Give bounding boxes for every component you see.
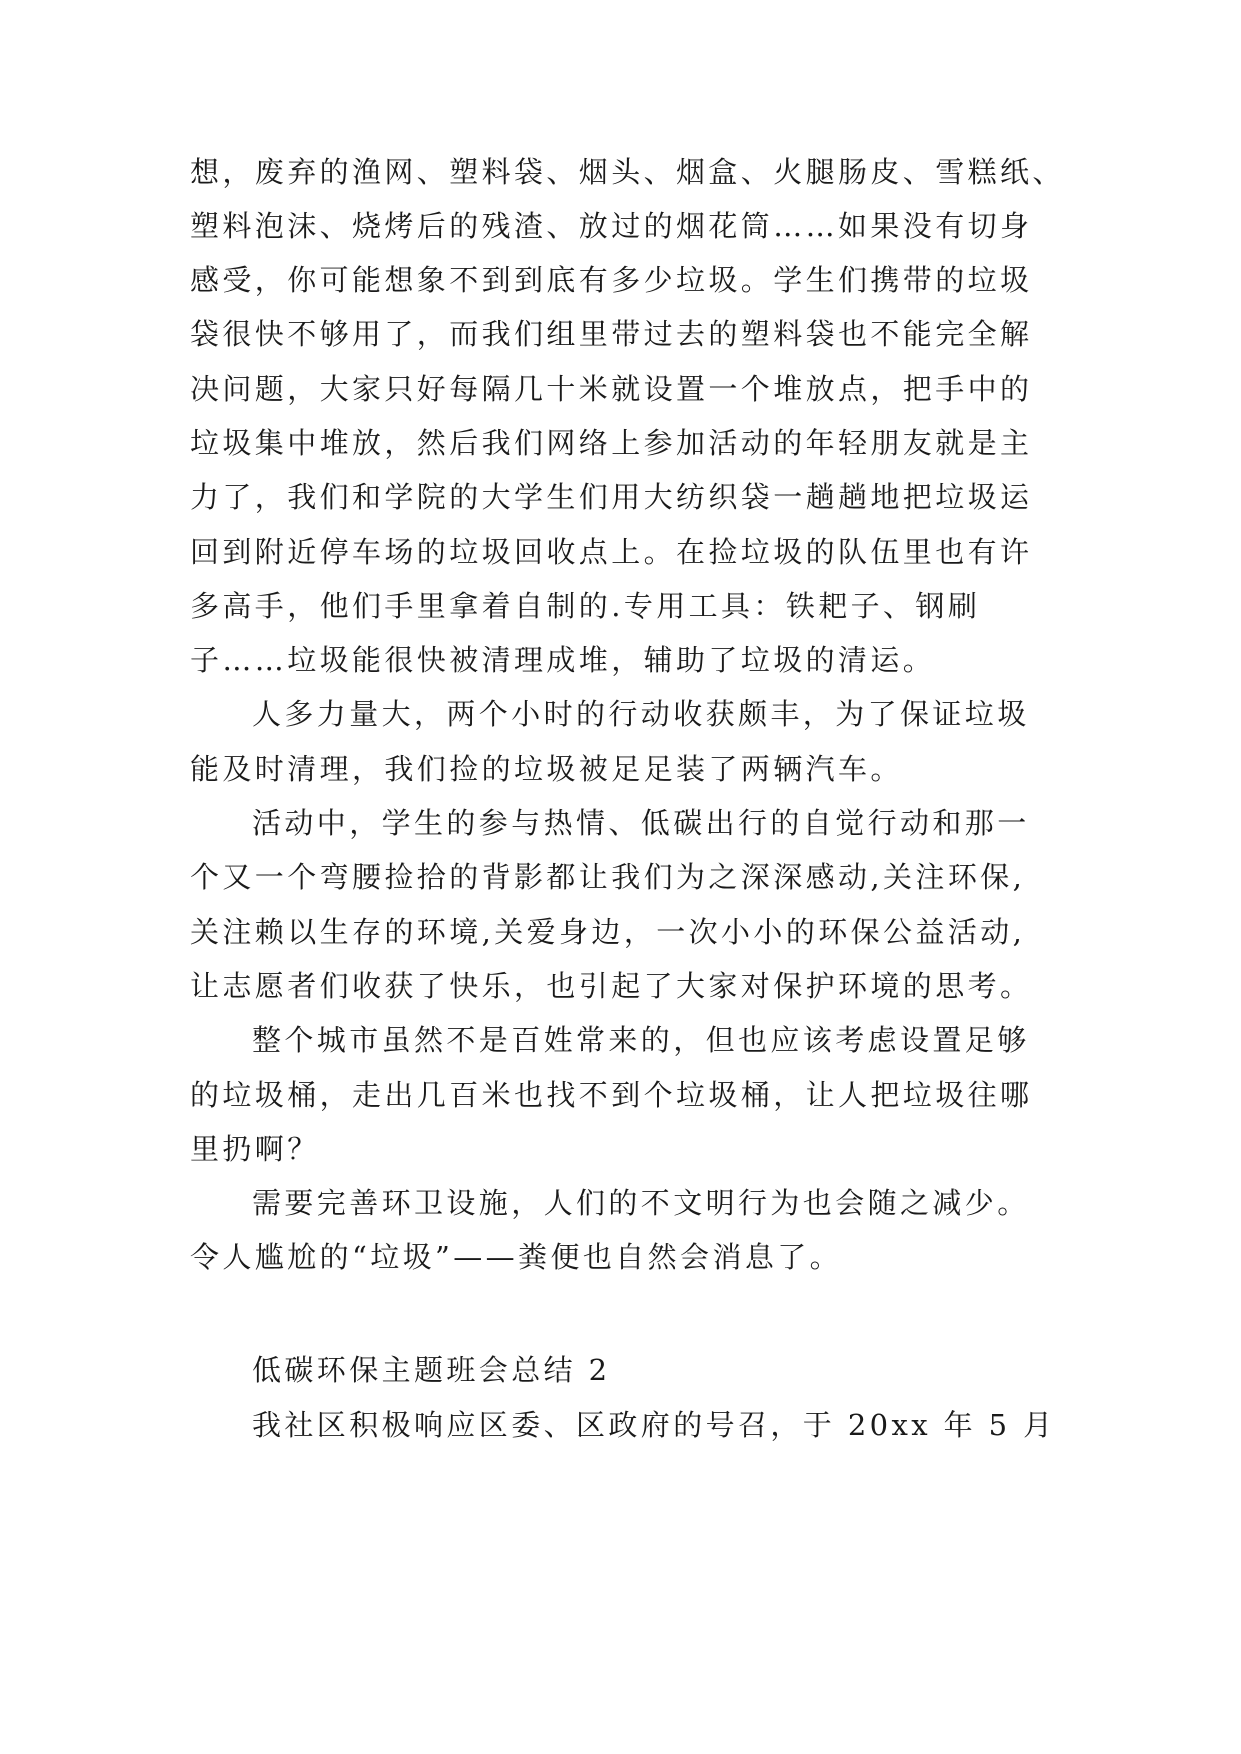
paragraph-line: 的垃圾桶，走出几百米也找不到个垃圾桶，让人把垃圾往哪	[190, 1078, 1033, 1112]
paragraph-line: 想，废弃的渔网、塑料袋、烟头、烟盒、火腿肠皮、雪糕纸、	[190, 155, 1065, 189]
paragraph-line: 多高手，他们手里拿着自制的.专用工具：铁耙子、钢刷	[190, 589, 981, 623]
paragraph-line: 子……垃圾能很快被清理成堆，辅助了垃圾的清运。	[190, 643, 936, 677]
paragraph-line: 回到附近停车场的垃圾回收点上。在捡垃圾的队伍里也有许	[190, 535, 1033, 569]
paragraph-line: 让志愿者们收获了快乐，也引起了大家对保护环境的思考。	[190, 969, 1033, 1003]
paragraph-line: 感受，你可能想象不到到底有多少垃圾。学生们携带的垃圾	[190, 263, 1033, 297]
paragraph-line: 关注赖以生存的环境,关爱身边，一次小小的环保公益活动,	[190, 915, 1026, 949]
paragraph-line: 塑料泡沫、烧烤后的残渣、放过的烟花筒……如果没有切身	[190, 209, 1033, 243]
paragraph-line: 人多力量大，两个小时的行动收获颇丰，为了保证垃圾	[252, 697, 1030, 731]
paragraph-line: 袋很快不够用了，而我们组里带过去的塑料袋也不能完全解	[190, 317, 1033, 351]
paragraph-line: 整个城市虽然不是百姓常来的，但也应该考虑设置足够	[252, 1023, 1030, 1057]
paragraph-line: 垃圾集中堆放，然后我们网络上参加活动的年轻朋友就是主	[190, 426, 1033, 460]
paragraph-line: 决问题，大家只好每隔几十米就设置一个堆放点，把手中的	[190, 372, 1033, 406]
paragraph-line: 里扔啊？	[190, 1132, 320, 1166]
paragraph-line: 令人尴尬的“垃圾”——粪便也自然会消息了。	[190, 1240, 843, 1274]
paragraph-line: 个又一个弯腰捡拾的背影都让我们为之深深感动,关注环保,	[190, 860, 1026, 894]
paragraph-line: 能及时清理，我们捡的垃圾被足足装了两辆汽车。	[190, 752, 903, 786]
paragraph-line: 活动中，学生的参与热情、低碳出行的自觉行动和那一	[252, 806, 1030, 840]
paragraph-line: 力了，我们和学院的大学生们用大纺织袋一趟趟地把垃圾运	[190, 480, 1033, 514]
paragraph-line: 我社区积极响应区委、区政府的号召，于 20xx 年 5 月	[252, 1408, 1056, 1442]
section-heading: 低碳环保主题班会总结 2	[252, 1353, 611, 1387]
paragraph-line: 需要完善环卫设施，人们的不文明行为也会随之减少。	[252, 1186, 1030, 1220]
